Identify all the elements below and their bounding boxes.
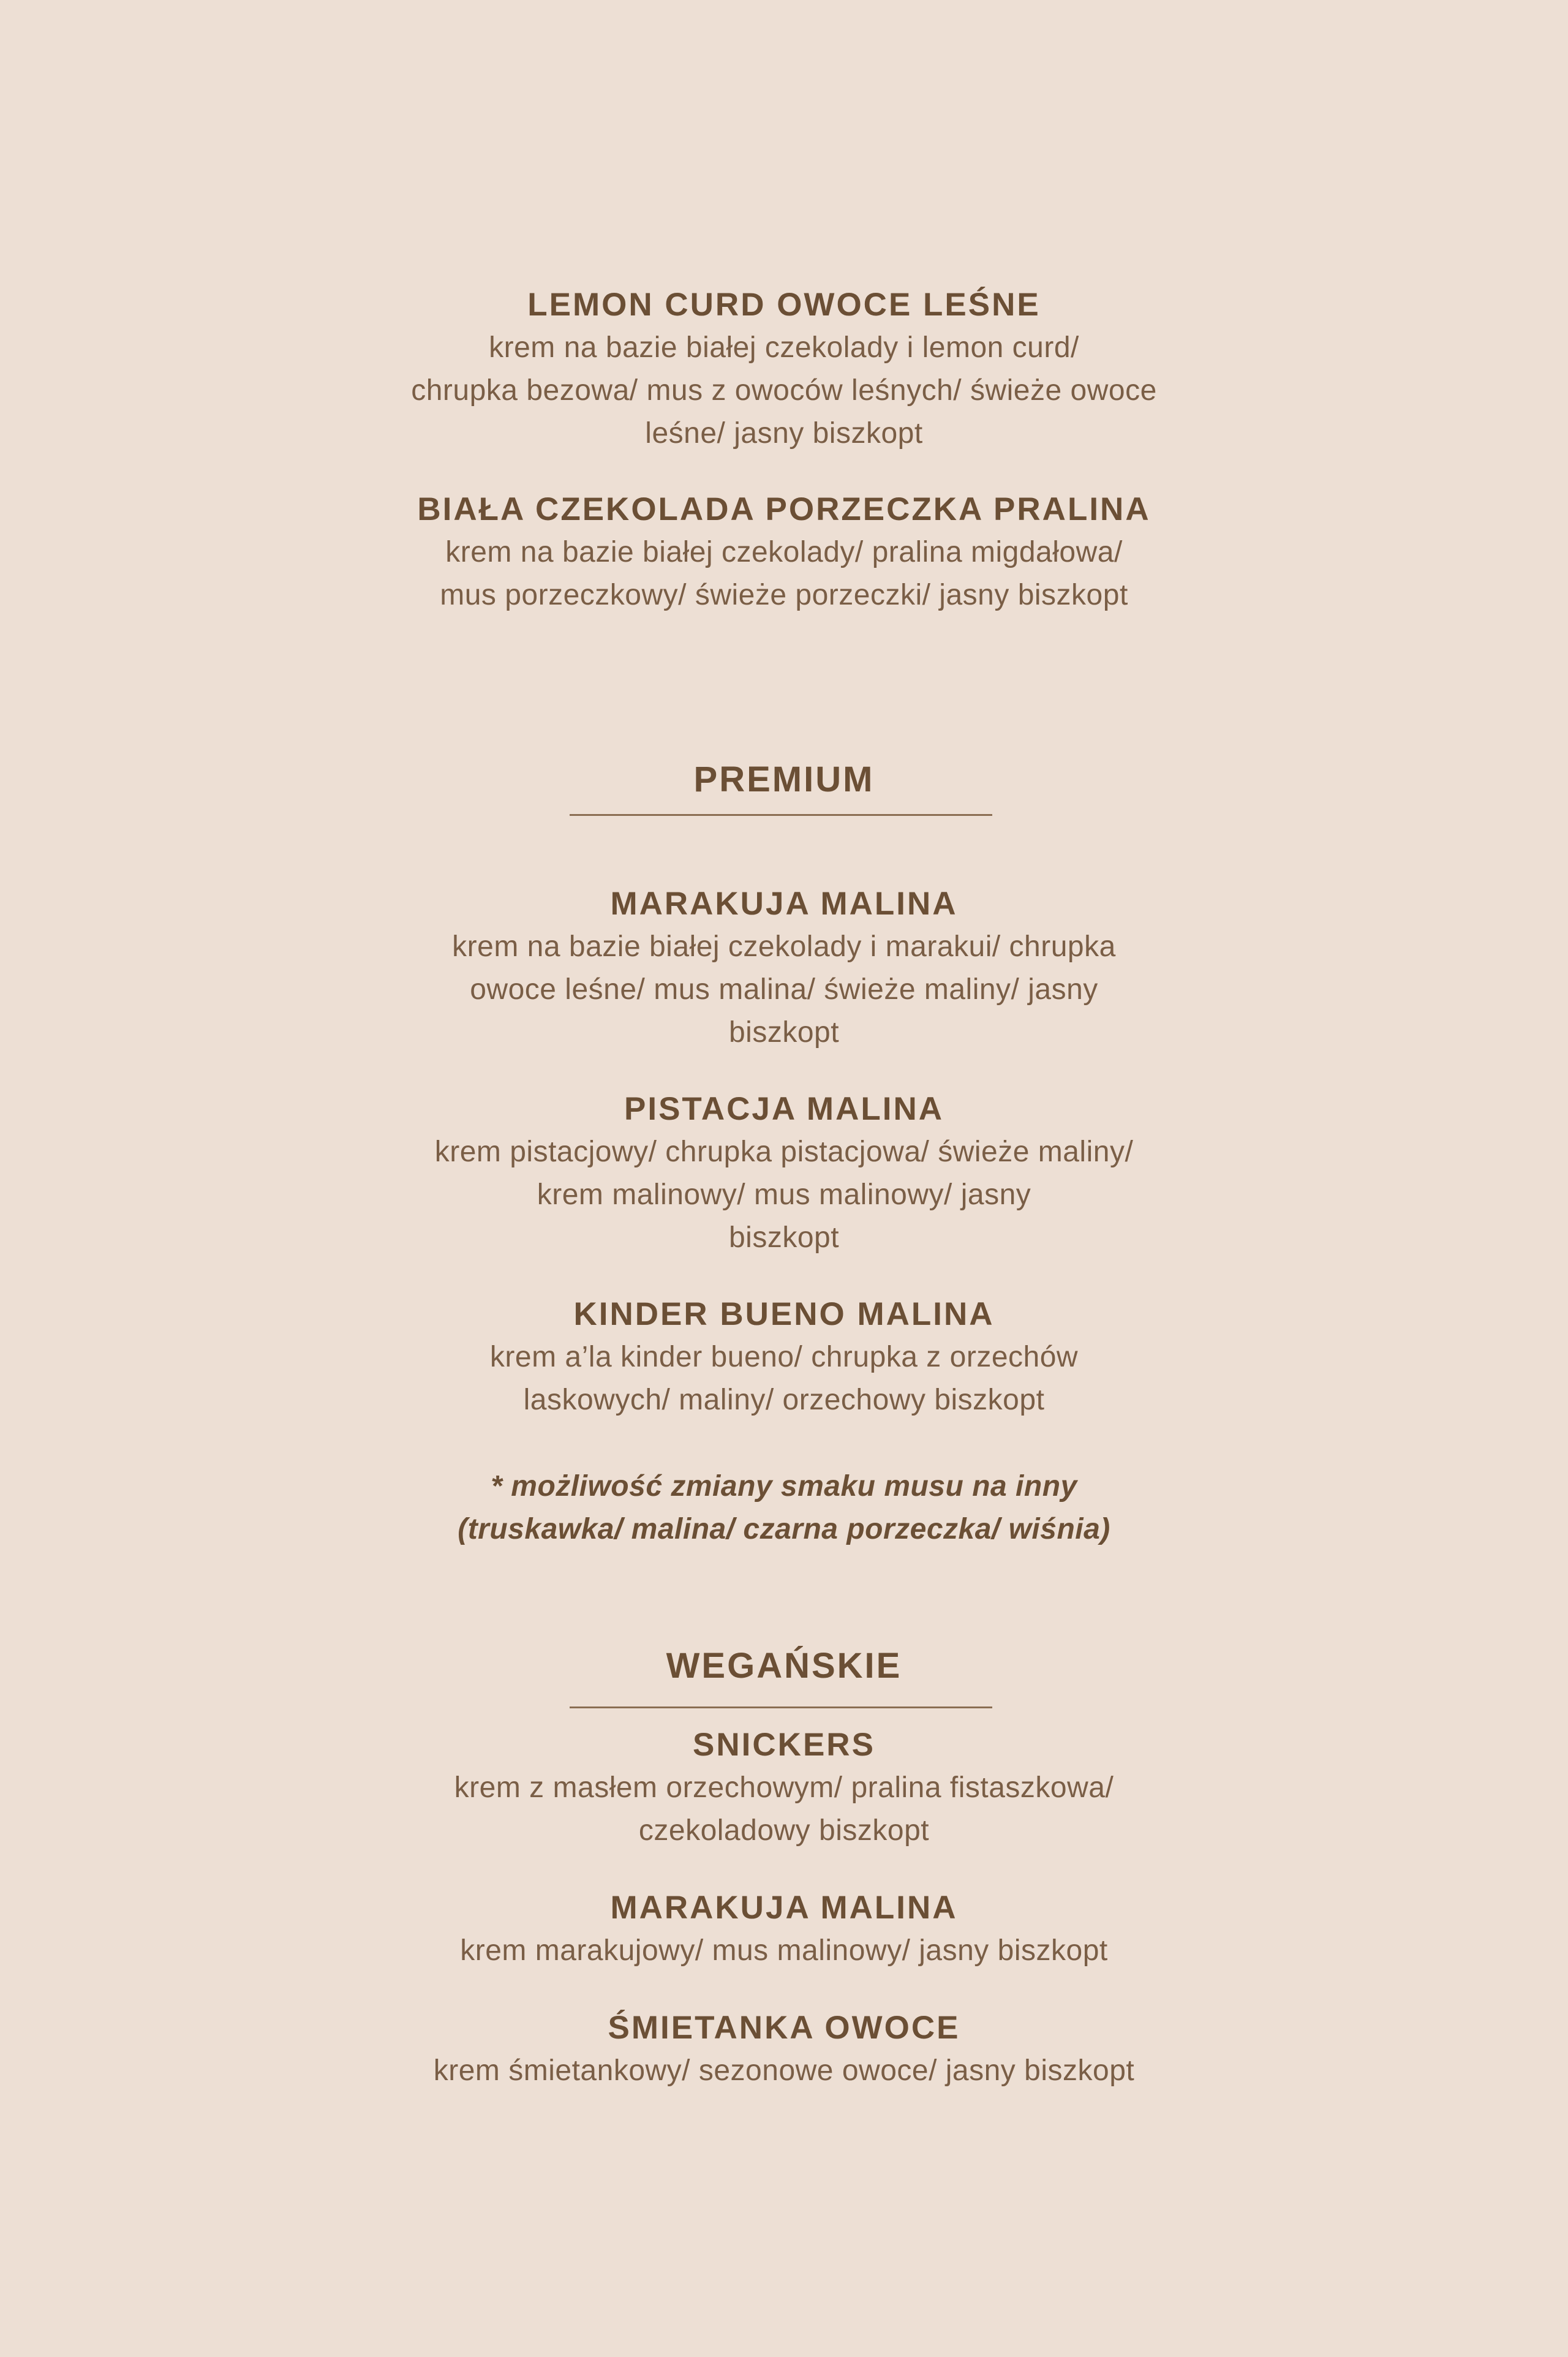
note-line: * możliwość zmiany smaku musu na inny [491, 1470, 1077, 1503]
item-desc-line: leśne/ jasny biszkopt [645, 417, 923, 450]
section-divider [570, 814, 992, 816]
item-desc-line: biszkopt [728, 1221, 840, 1254]
section-title: PREMIUM [693, 760, 875, 799]
item-desc-line: krem a’la kinder bueno/ chrupka z orzechów [489, 1341, 1079, 1373]
item-desc-line: chrupka bezowa/ mus z owoców leśnych/ świeże owoce [411, 374, 1157, 407]
item-desc-line: krem śmietankowy/ sezonowe owoce/ jasny biszkopt [433, 2054, 1135, 2087]
menu-item [0, 488, 1568, 617]
menu-item [0, 1724, 1568, 1852]
item-desc-line: czekoladowy biszkopt [638, 1814, 930, 1847]
item-desc-line: krem na bazie białej czekolady i marakui/ chrupka [452, 930, 1116, 963]
item-desc-line: krem marakujowy/ mus malinowy/ jasny biszkopt [460, 1934, 1108, 1967]
menu-item [0, 1088, 1568, 1259]
item-title: LEMON CURD OWOCE LEŚNE [527, 287, 1041, 323]
item-title: MARAKUJA MALINA [610, 1890, 958, 1926]
item-desc-line: owoce leśne/ mus malina/ świeże maliny/ jasny [470, 973, 1098, 1006]
note-line: (truskawka/ malina/ czarna porzeczka/ wiśnia) [458, 1513, 1110, 1545]
menu-item [0, 1293, 1568, 1422]
item-desc-line: krem malinowy/ mus malinowy/ jasny [537, 1178, 1031, 1211]
item-desc-line: krem pistacjowy/ chrupka pistacjowa/ świeże maliny/ [434, 1136, 1134, 1168]
item-desc-line: laskowych/ maliny/ orzechowy biszkopt [523, 1384, 1045, 1416]
item-desc-line: krem na bazie białej czekolady i lemon curd/ [489, 331, 1079, 364]
menu-item [0, 284, 1568, 455]
menu-item [0, 1887, 1568, 1972]
menu-item [0, 883, 1568, 1054]
section-heading-premium [0, 755, 1568, 804]
item-title: SNICKERS [693, 1727, 875, 1763]
item-title: KINDER BUENO MALINA [573, 1296, 995, 1332]
menu-item [0, 2007, 1568, 2092]
item-desc-line: krem z masłem orzechowym/ pralina fistaszkowa/ [454, 1771, 1114, 1804]
section-divider [570, 1706, 992, 1708]
item-title: ŚMIETANKA OWOCE [608, 2010, 960, 2046]
flavor-change-note [0, 1465, 1568, 1551]
item-desc-line: biszkopt [728, 1016, 840, 1049]
item-desc-line: krem na bazie białej czekolady/ pralina migdałowa/ [445, 536, 1123, 568]
item-title: MARAKUJA MALINA [610, 886, 958, 922]
section-heading-weganskie [0, 1642, 1568, 1691]
item-desc-line: mus porzeczkowy/ świeże porzeczki/ jasny biszkopt [440, 579, 1128, 611]
item-title: PISTACJA MALINA [624, 1091, 944, 1127]
section-title: WEGAŃSKIE [666, 1646, 902, 1686]
item-title: BIAŁA CZEKOLADA PORZECZKA PRALINA [417, 491, 1151, 527]
